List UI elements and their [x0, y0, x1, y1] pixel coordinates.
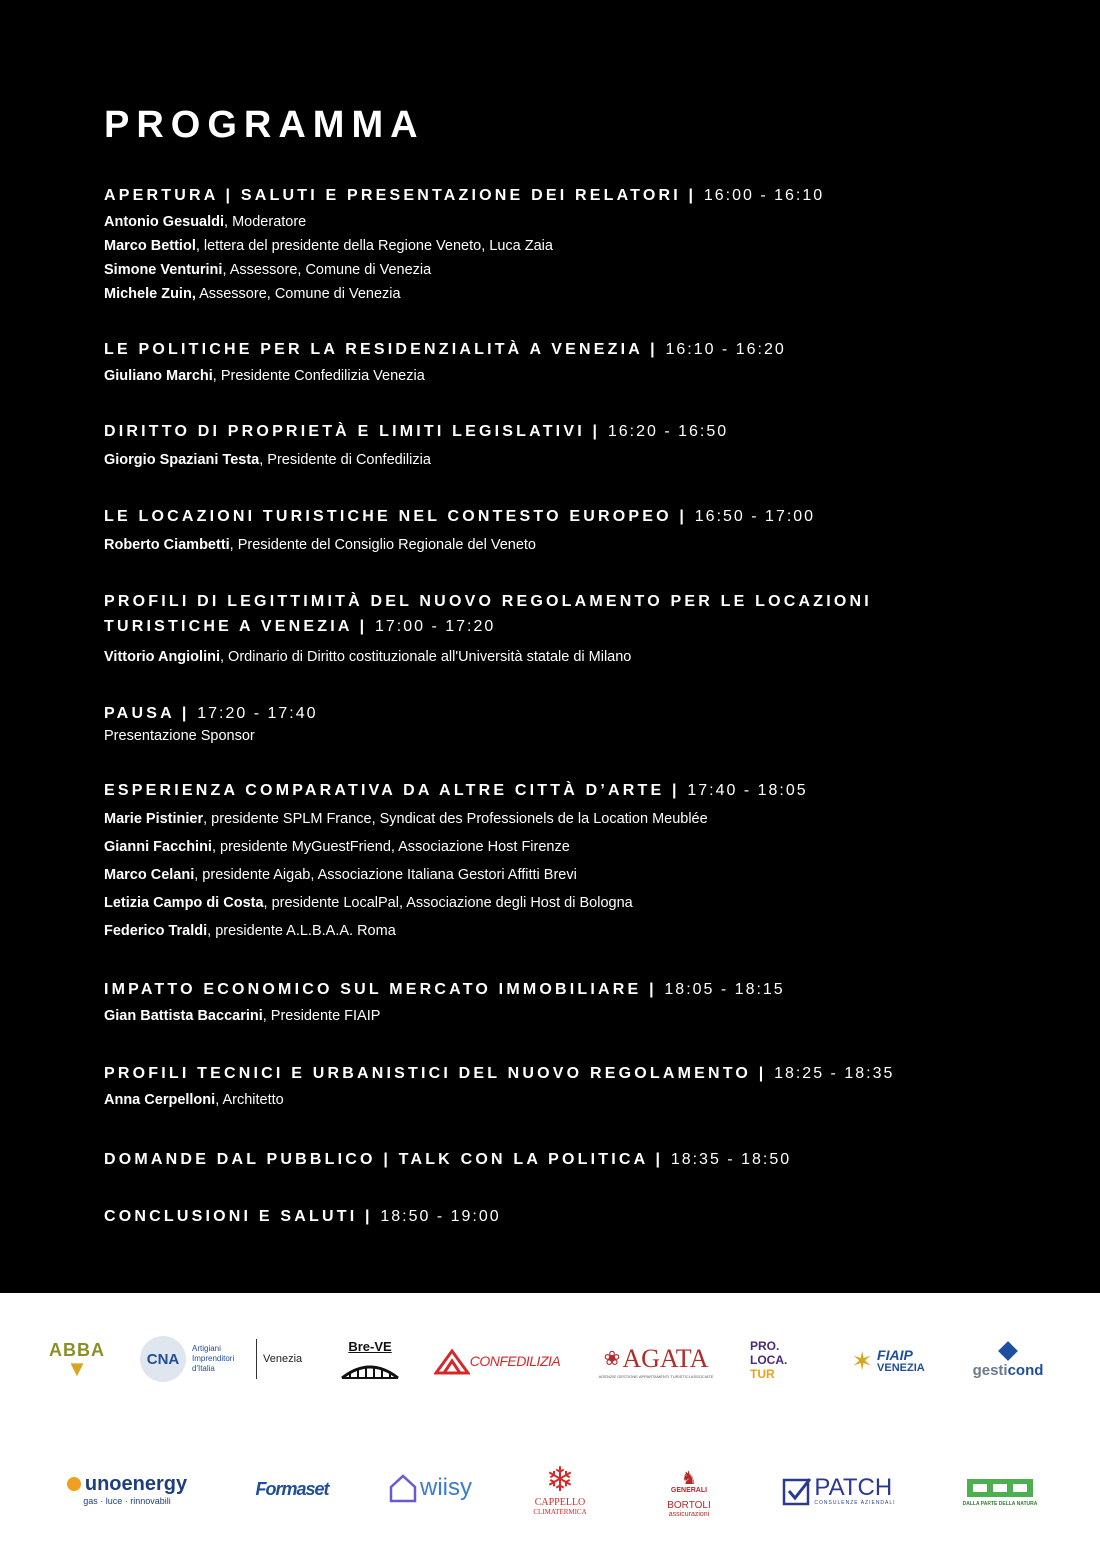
checkbox-icon: [782, 1476, 812, 1506]
cna-logo: CNA Artigiani Imprenditori d'Italia Venezia: [140, 1335, 310, 1383]
section-time: 16:20 - 16:50: [607, 423, 729, 440]
speaker-line: Antonio Gesualdi, Moderatore: [104, 214, 307, 230]
program-section: [104, 1204, 904, 1229]
abba-logo: ABBA ▼: [49, 1339, 105, 1381]
unoenergy-icon: [67, 1477, 81, 1491]
speaker-line: Giorgio Spaziani Testa, Presidente di Confedilizia: [104, 452, 431, 468]
section-time: 17:40 - 18:05: [687, 782, 808, 799]
program-section: [104, 701, 904, 746]
snowflake-icon: ❄: [545, 1460, 575, 1499]
wiisy-logo: wiisy: [384, 1465, 476, 1511]
program-section: [104, 1061, 1004, 1112]
confedilizia-icon: [434, 1347, 470, 1375]
speaker-line: Marco Celani, presidente Aigab, Associazione Italiana Gestori Affitti Brevi: [104, 867, 577, 883]
section-time: 18:05 - 18:15: [664, 981, 785, 998]
unoenergy-logo: unoenergy gas · luce · rinnovabili: [52, 1469, 202, 1509]
section-time: 18:35 - 18:50: [670, 1151, 792, 1168]
gesticond-logo: gesticond: [966, 1339, 1050, 1383]
section-time: 17:20 - 17:40: [197, 705, 318, 722]
speaker-line: Roberto Ciambetti, Presidente del Consiglio Regionale del Veneto: [104, 537, 536, 553]
section-heading: PROFILI DI LEGITTIMITÀ DEL NUOVO REGOLAMENTO PER LE LOCAZIONI: [104, 593, 872, 610]
section-heading: PAUSA | 17:20 - 17:40: [104, 705, 318, 722]
generali-bortoli-logo: ♞ GENERALI BORTOLI assicurazioni: [667, 1467, 711, 1518]
section-heading: DOMANDE DAL PUBBLICO | TALK CON LA POLITICA | 18:35 - 18:50: [104, 1151, 792, 1168]
bridge-icon: [340, 1354, 400, 1380]
section-heading: PROFILI TECNICI E URBANISTICI DEL NUOVO REGOLAMENTO | 18:25 - 18:35: [104, 1065, 895, 1082]
program-section: [104, 504, 904, 557]
section-time: 18:50 - 19:00: [380, 1208, 501, 1225]
speaker-line: Marco Bettiol, lettera del presidente della Regione Veneto, Luca Zaia: [104, 238, 553, 254]
patch-logo: PATCH CONSULENZE AZIENDALI: [776, 1471, 902, 1511]
fiaip-logo: ✶ FIAIP VENEZIA: [851, 1345, 925, 1376]
agata-logo: ❀ AGATA AGENZIE GESTIONE APPARTAMENTI TURISTICI ASSOCIATE: [598, 1343, 714, 1379]
agata-flower-icon: ❀: [603, 1348, 621, 1370]
section-time: 16:10 - 16:20: [665, 341, 786, 358]
ofa-icon: [965, 1475, 1035, 1501]
section-heading: CONCLUSIONI E SALUTI | 18:50 - 19:00: [104, 1208, 501, 1225]
section-heading: LE LOCAZIONI TURISTICHE NEL CONTESTO EUROPEO | 16:50 - 17:00: [104, 508, 816, 525]
formaset-logo: Formaset: [255, 1478, 329, 1499]
section-heading: DIRITTO DI PROPRIETÀ E LIMITI LEGISLATIVI | 16:20 - 16:50: [104, 423, 729, 440]
section-time: 16:50 - 17:00: [694, 508, 816, 525]
house-icon: [388, 1473, 418, 1503]
section-heading: TURISTICHE A VENEZIA | 17:00 - 17:20: [104, 618, 496, 635]
speaker-line: Gian Battista Baccarini, Presidente FIAIP: [104, 1008, 381, 1024]
speaker-line: Michele Zuin, Assessore, Comune di Venezia: [104, 286, 401, 302]
speaker-line: Anna Cerpelloni, Architetto: [104, 1092, 284, 1108]
sponsor-logos: [0, 1293, 1100, 1556]
section-heading: IMPATTO ECONOMICO SUL MERCATO IMMOBILIARE | 18:05 - 18:15: [104, 981, 785, 998]
section-heading: APERTURA | SALUTI E PRESENTAZIONE DEI RELATORI | 16:00 - 16:10: [104, 187, 825, 204]
cappello-logo: ❄ CAPPELLO CLIMATERMICA: [533, 1460, 587, 1516]
speaker-line: Letizia Campo di Costa, presidente LocalPal, Associazione degli Host di Bologna: [104, 895, 633, 911]
speaker-line: Giuliano Marchi, Presidente Confedilizia Venezia: [104, 368, 425, 384]
program-section: [104, 1147, 904, 1172]
page-title: PROGRAMMA: [104, 104, 425, 146]
proloca-logo: PRO. LOCA. TUR: [750, 1339, 788, 1381]
ofa-logo: DALLA PARTE DELLA NATURA: [960, 1469, 1040, 1513]
lion-icon: ♞: [680, 1467, 698, 1488]
italy-map-icon: ✶: [851, 1345, 874, 1376]
program-section: [104, 977, 904, 1028]
section-time: 18:25 - 18:35: [774, 1065, 895, 1082]
section-time: 16:00 - 16:10: [703, 187, 825, 204]
program-section: [104, 183, 904, 306]
section-heading: ESPERIENZA COMPARATIVA DA ALTRE CITTÀ D’ARTE | 17:40 - 18:05: [104, 782, 808, 799]
speaker-line: Marie Pistinier, presidente SPLM France, Syndicat des Professionels de la Location Meublée: [104, 811, 708, 827]
speaker-line: Gianni Facchini, presidente MyGuestFriend, Associazione Host Firenze: [104, 839, 570, 855]
section-time: 17:00 - 17:20: [375, 618, 496, 635]
program-section: [104, 337, 904, 388]
section-heading: LE POLITICHE PER LA RESIDENZIALITÀ A VENEZIA | 16:10 - 16:20: [104, 341, 786, 358]
section-note: Presentazione Sponsor: [104, 728, 255, 744]
speaker-line: Vittorio Angiolini, Ordinario di Diritto costituzionale all'Università statale di Milano: [104, 649, 632, 665]
program-section: [104, 778, 904, 945]
program-section: [104, 419, 904, 472]
confedilizia-logo: CONFEDILIZIA: [432, 1343, 562, 1379]
breve-logo: Bre-VE: [338, 1333, 402, 1385]
speaker-line: Federico Traldi, presidente A.L.B.A.A. Roma: [104, 923, 396, 939]
speaker-line: Simone Venturini, Assessore, Comune di Venezia: [104, 262, 432, 278]
program-section: [104, 589, 904, 669]
